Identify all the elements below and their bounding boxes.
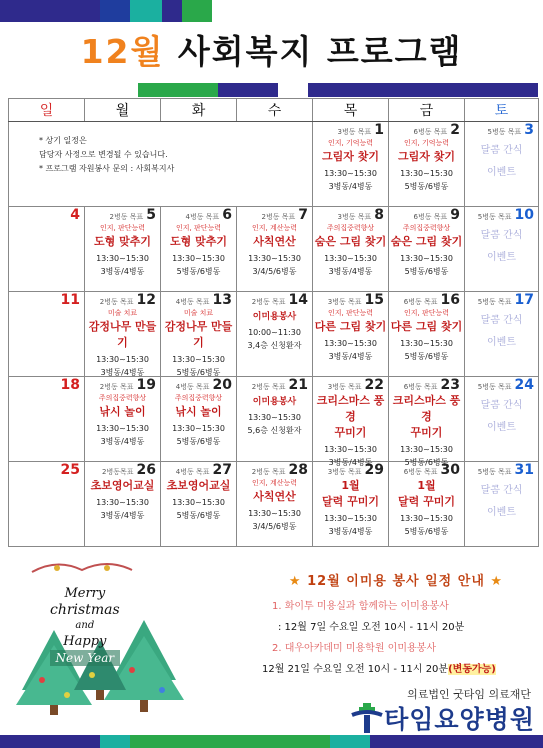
event [465,397,538,437]
event-ward: 5병동/6병동 [404,182,449,191]
day-header [465,122,538,138]
header-color-bar [8,83,538,97]
ward-tag: 4병동 목표 [175,383,210,391]
calendar-day-cell [161,207,237,292]
day-header [161,292,236,308]
calendar-day-cell [85,292,161,377]
event-time: 13:30~15:30 [96,424,149,433]
xmas-line1: Merry [64,586,106,601]
day-number: 23 [440,377,460,393]
ward-tag: 6병동 목표 [403,298,438,306]
day-header [237,292,312,308]
calendar-week-row [9,462,539,547]
event-ward: 5병동/6병동 [176,267,221,276]
event-name: 크리스마스 풍경 [392,394,461,423]
weekday-tue: 화 [161,99,237,122]
event-name: 크리스마스 풍경 [316,394,385,423]
day-number: 17 [514,292,534,308]
event-name: 도형 맞추기 [94,235,151,248]
event-ward: 3병동/4병동 [328,267,373,276]
top-color-bar [0,0,543,22]
day-number: 22 [364,377,384,393]
bottom-section [0,540,543,748]
event-name: 낚시 놀이 [99,405,146,418]
notice-title: ★ 12월 이미용 봉사 일정 안내 ★ [288,574,504,589]
event-ward: 3병동/4병동 [100,368,145,377]
event-category: 인지, 기억능력 [403,139,450,147]
weekday-thu: 목 [313,99,389,122]
notice-item-2-date: 12월 21일 수요일 오전 10시 - 11시 20분(변동가능) [262,664,496,675]
bottom-color-bar [0,735,543,748]
day-number: 18 [60,377,80,393]
event-name: 초보영어교실 [166,479,231,492]
event-ward: 5병동/6병동 [404,458,449,467]
ward-tag: 6병동 목표 [413,213,448,221]
event-name: 감정나무 만들기 [88,320,157,349]
event-time: 13:30~15:30 [172,355,225,364]
event-time: 13:30~15:30 [324,514,377,523]
day-number: 31 [514,462,534,478]
ward-tag: 5병동 목표 [487,128,522,136]
notice-item-1-date: : 12월 7일 수요일 오전 10시 - 11시 20분 [278,622,465,633]
day-header [9,377,84,393]
event-time: 13:30~15:30 [400,339,453,348]
event [161,393,236,448]
day-number: 14 [288,292,308,308]
event-category: 미술 치료 [183,309,214,317]
day-number: 21 [288,377,308,393]
event-time: 13:30~15:30 [172,498,225,507]
calendar-day-cell [237,292,313,377]
day-header [161,462,236,478]
event-label: 이벤트 [487,337,516,348]
event-name: 그림자 찾기 [398,150,455,163]
xmas-line4: Happy [63,634,107,649]
calendar-day-cell [9,292,85,377]
ward-tag: 3병동 목표 [327,468,362,476]
calendar-day-cell [389,292,465,377]
day-header [389,462,464,478]
xmas-line2: christmas [50,602,120,618]
ward-tag: 2병동 목표 [251,298,286,306]
event [313,138,388,193]
note-line: * 프로그램 자원봉사 문의 : 사회복지사 [39,164,175,173]
weekday-header-row [9,99,539,122]
event-name-line2: 꾸미기 [410,426,443,439]
day-number: 29 [364,462,384,478]
weekday-sun: 일 [9,99,85,122]
calendar-day-cell [9,377,85,462]
calendar-day-cell [389,207,465,292]
calendar-day-cell [465,122,539,207]
notice-item-2: 2. 대우아카데미 미용학원 이미용봉사 [272,643,436,654]
day-number: 5 [146,207,156,223]
event-name: 다른 그림 찾기 [390,320,463,333]
event-ward: 5병동/6병동 [176,437,221,446]
christmas-card [12,550,187,720]
day-header [465,377,538,393]
event [389,308,464,363]
calendar-day-cell [85,207,161,292]
day-number: 2 [450,122,460,138]
title-month: 12월 [80,32,165,71]
calendar-day-cell [465,292,539,377]
event-label: 이벤트 [487,507,516,518]
event-ward: 5병동/6병동 [404,527,449,536]
calendar-day-cell [465,462,539,547]
day-number: 8 [374,207,384,223]
star-icon: ★ [288,574,302,589]
ward-tag: 6병동 목표 [413,128,448,136]
event-ward: 3병동/4병동 [328,527,373,536]
event-name: 이미용봉사 [252,312,297,322]
day-number: 15 [364,292,384,308]
event [389,478,464,538]
day-header [313,292,388,308]
day-number: 6 [222,207,232,223]
event [313,308,388,363]
event-ward: 5병동/6병동 [176,368,221,377]
event-name: 그림자 찾기 [322,150,379,163]
event [85,478,160,522]
event-ward: 5병동/6병동 [404,352,449,361]
notice-item-1: 1. 화이투 미용실과 함께하는 이미용봉사 [272,601,449,612]
day-header [465,207,538,223]
calendar-day-cell [389,377,465,467]
event-ward: 3/4/5/6병동 [252,522,297,531]
calendar-day-cell [313,207,389,292]
event [161,223,236,278]
event-name-line2: 달력 꾸미기 [398,495,455,508]
event-ward: 3병동/4병동 [328,182,373,191]
ward-tag: 2병동목표 [102,468,134,476]
event-name: 숨은 그림 찾기 [314,235,387,248]
notice-box [256,570,536,675]
event-time: 13:30~15:30 [400,445,453,454]
event-ward: 3병동/4병동 [328,352,373,361]
day-header [9,292,84,308]
ward-tag: 5병동 목표 [477,383,512,391]
event-time: 13:30~15:30 [172,254,225,263]
day-number: 11 [60,292,80,308]
day-header [85,207,160,223]
calendar-day-cell [161,292,237,377]
event-time: 13:30~15:30 [324,339,377,348]
calendar-week-row [9,207,539,292]
event [237,311,312,352]
event-label: 이벤트 [487,422,516,433]
day-header [237,462,312,478]
notice-item-2-note: (변동가능) [448,664,496,675]
page-title [0,26,543,73]
calendar-day-cell [85,377,161,462]
event-time: 13:30~15:30 [96,498,149,507]
ward-tag: 3병동 목표 [337,128,372,136]
day-header [161,207,236,223]
day-header [389,207,464,223]
day-header [237,207,312,223]
ward-tag: 4병동 목표 [175,468,210,476]
event-name: 초보영어교실 [90,479,155,492]
weekday-mon: 월 [85,99,161,122]
event-ward: 3/4/5/6병동 [252,267,297,276]
calendar-day-cell [313,292,389,377]
calendar-day-cell [9,462,85,547]
day-header [313,462,388,478]
ward-tag: 4병동 목표 [175,298,210,306]
day-header [313,122,388,138]
event-time: 13:30~15:30 [248,509,301,518]
weekday-fri: 금 [389,99,465,122]
day-number: 30 [440,462,460,478]
xmas-line3: and [75,620,95,631]
event-time: 13:30~15:30 [324,254,377,263]
day-number: 27 [212,462,232,478]
event-snack: 달콤 간식 [480,145,523,156]
event-name: 이미용봉사 [252,397,297,407]
day-number: 7 [298,207,308,223]
event-time: 13:30~15:30 [96,254,149,263]
event-category: 인지, 계산능력 [251,479,298,487]
event [237,396,312,437]
event-name: 숨은 그림 찾기 [390,235,463,248]
event-time: 13:30~15:30 [96,355,149,364]
star-icon: ★ [490,574,504,589]
event-time: 13:30~15:30 [324,445,377,454]
ward-tag: 2병동 목표 [109,213,144,221]
day-number: 28 [288,462,308,478]
calendar-week-row [9,122,539,207]
calendar-day-cell [313,122,389,207]
event-label: 이벤트 [487,252,516,263]
organization-name: 의료법인 굿타임 의료재단 [407,688,531,701]
event-category: 인지, 기억능력 [327,139,374,147]
day-number: 20 [212,377,232,393]
event [85,223,160,278]
event [85,308,160,379]
event-category: 인지, 판단능력 [327,309,374,317]
event [389,393,464,469]
event [237,223,312,278]
calendar-week-row [9,377,539,462]
day-header [9,462,84,478]
event-name: 도형 맞추기 [170,235,227,248]
calendar-day-cell [9,207,85,292]
event-category: 주의집중력향상 [98,394,147,402]
event-time: 13:30~15:30 [400,254,453,263]
event-name: 다른 그림 찾기 [314,320,387,333]
title-text: 사회복지 프로그램 [177,32,463,71]
event-ward: 3,4층 신청환자 [247,341,302,350]
event-time: 13:30~15:30 [324,169,377,178]
day-header [161,377,236,393]
event [313,478,388,538]
event-time: 13:30~15:30 [248,254,301,263]
ward-tag: 3병동 목표 [337,213,372,221]
event [465,227,538,267]
event [161,308,236,379]
calendar-day-cell [237,207,313,292]
event [161,478,236,522]
event-category: 주의집중력향상 [402,224,451,232]
event [389,138,464,193]
day-header [389,292,464,308]
event-ward: 5병동/6병동 [404,267,449,276]
day-header [85,292,160,308]
event-name: 1월 [341,479,360,492]
event [465,142,538,182]
event-ward: 5,6층 신청환자 [247,426,302,435]
ward-tag: 5병동 목표 [477,298,512,306]
day-header [389,377,464,393]
weekday-wed: 수 [237,99,313,122]
event-ward: 5병동/6병동 [176,511,221,520]
event-name: 감정나무 만들기 [164,320,233,349]
calendar-week-row [9,292,539,377]
event [465,482,538,522]
ward-tag: 2병동 목표 [99,383,134,391]
calendar-day-cell [313,377,389,467]
event-category: 인지, 판단능력 [99,224,146,232]
event [313,223,388,278]
weekday-sat: 토 [465,99,539,122]
event-name: 사칙연산 [253,235,296,248]
day-header [313,377,388,393]
day-number: 13 [212,292,232,308]
calendar-day-cell [237,377,313,462]
event-name: 1월 [417,479,436,492]
day-number: 24 [514,377,534,393]
event-snack: 달콤 간식 [480,400,523,411]
event-ward: 3병동/4병동 [328,458,373,467]
day-number: 9 [450,207,460,223]
event-category: 미술 치료 [107,309,138,317]
event-name-line2: 달력 꾸미기 [322,495,379,508]
schedule-notes [39,134,174,176]
day-number: 12 [136,292,156,308]
calendar-day-cell [465,377,539,462]
event-category: 인지, 판단능력 [403,309,450,317]
event-category: 인지, 계산능력 [251,224,298,232]
ward-tag: 4병동 목표 [185,213,220,221]
ward-tag: 2병동 목표 [261,213,296,221]
event-snack: 달콤 간식 [480,485,523,496]
event [237,478,312,533]
ward-tag: 2병동 목표 [251,383,286,391]
day-header [313,207,388,223]
day-number: 19 [136,377,156,393]
event-time: 13:30~15:30 [400,169,453,178]
event-time: 13:30~15:30 [172,424,225,433]
event-ward: 3병동/4병동 [100,511,145,520]
ward-tag: 3병동 목표 [327,383,362,391]
calendar-day-cell [465,207,539,292]
day-number: 1 [374,122,384,138]
event [465,312,538,352]
day-header [389,122,464,138]
day-number: 16 [440,292,460,308]
hospital-logo [350,700,535,736]
ward-tag: 5병동 목표 [477,213,512,221]
event-name: 사칙연산 [253,490,296,503]
event-label: 이벤트 [487,167,516,178]
event [313,393,388,469]
day-header [465,462,538,478]
ward-tag: 2병동 목표 [99,298,134,306]
ward-tag: 5병동 목표 [477,468,512,476]
event-snack: 달콤 간식 [480,230,523,241]
day-header [9,207,84,223]
day-number: 4 [70,207,80,223]
event-category: 주의집중력향상 [326,224,375,232]
event-category: 주의집중력향상 [174,394,223,402]
day-number: 3 [524,122,534,138]
calendar-day-cell [389,462,465,547]
ward-tag: 6병동 목표 [403,468,438,476]
note-line: * 상기 일정은 [39,136,87,145]
hospital-name: 타임요양병원 [384,705,535,734]
calendar-day-cell [389,122,465,207]
day-header [85,377,160,393]
calendar-day-cell [161,377,237,462]
event-time: 13:30~15:30 [248,413,301,422]
note-line: 담당자 사정으로 변경될 수 있습니다. [39,150,168,159]
hospital-logo-icon [350,703,384,733]
event-name: 낚시 놀이 [175,405,222,418]
calendar-day-cell [237,462,313,547]
calendar-day-cell [9,122,313,207]
event-snack: 달콤 간식 [480,315,523,326]
event-ward: 3병동/4병동 [100,437,145,446]
day-header [465,292,538,308]
event-category: 인지, 판단능력 [175,224,222,232]
calendar-day-cell [161,462,237,547]
day-header [237,377,312,393]
calendar-day-cell [313,462,389,547]
calendar-table [8,98,539,547]
event-time: 13:30~15:30 [400,514,453,523]
xmas-line5: New Year [50,650,120,666]
event [389,223,464,278]
day-number: 25 [60,462,80,478]
event [85,393,160,448]
event-time: 10:00~11:30 [248,328,301,337]
event-name-line2: 꾸미기 [334,426,367,439]
calendar-day-cell [85,462,161,547]
day-header [85,462,160,478]
event-ward: 3병동/4병동 [100,267,145,276]
day-number: 10 [514,207,534,223]
ward-tag: 2병동 목표 [251,468,286,476]
ward-tag: 3병동 목표 [327,298,362,306]
ward-tag: 6병동 목표 [403,383,438,391]
day-number: 26 [136,462,156,478]
